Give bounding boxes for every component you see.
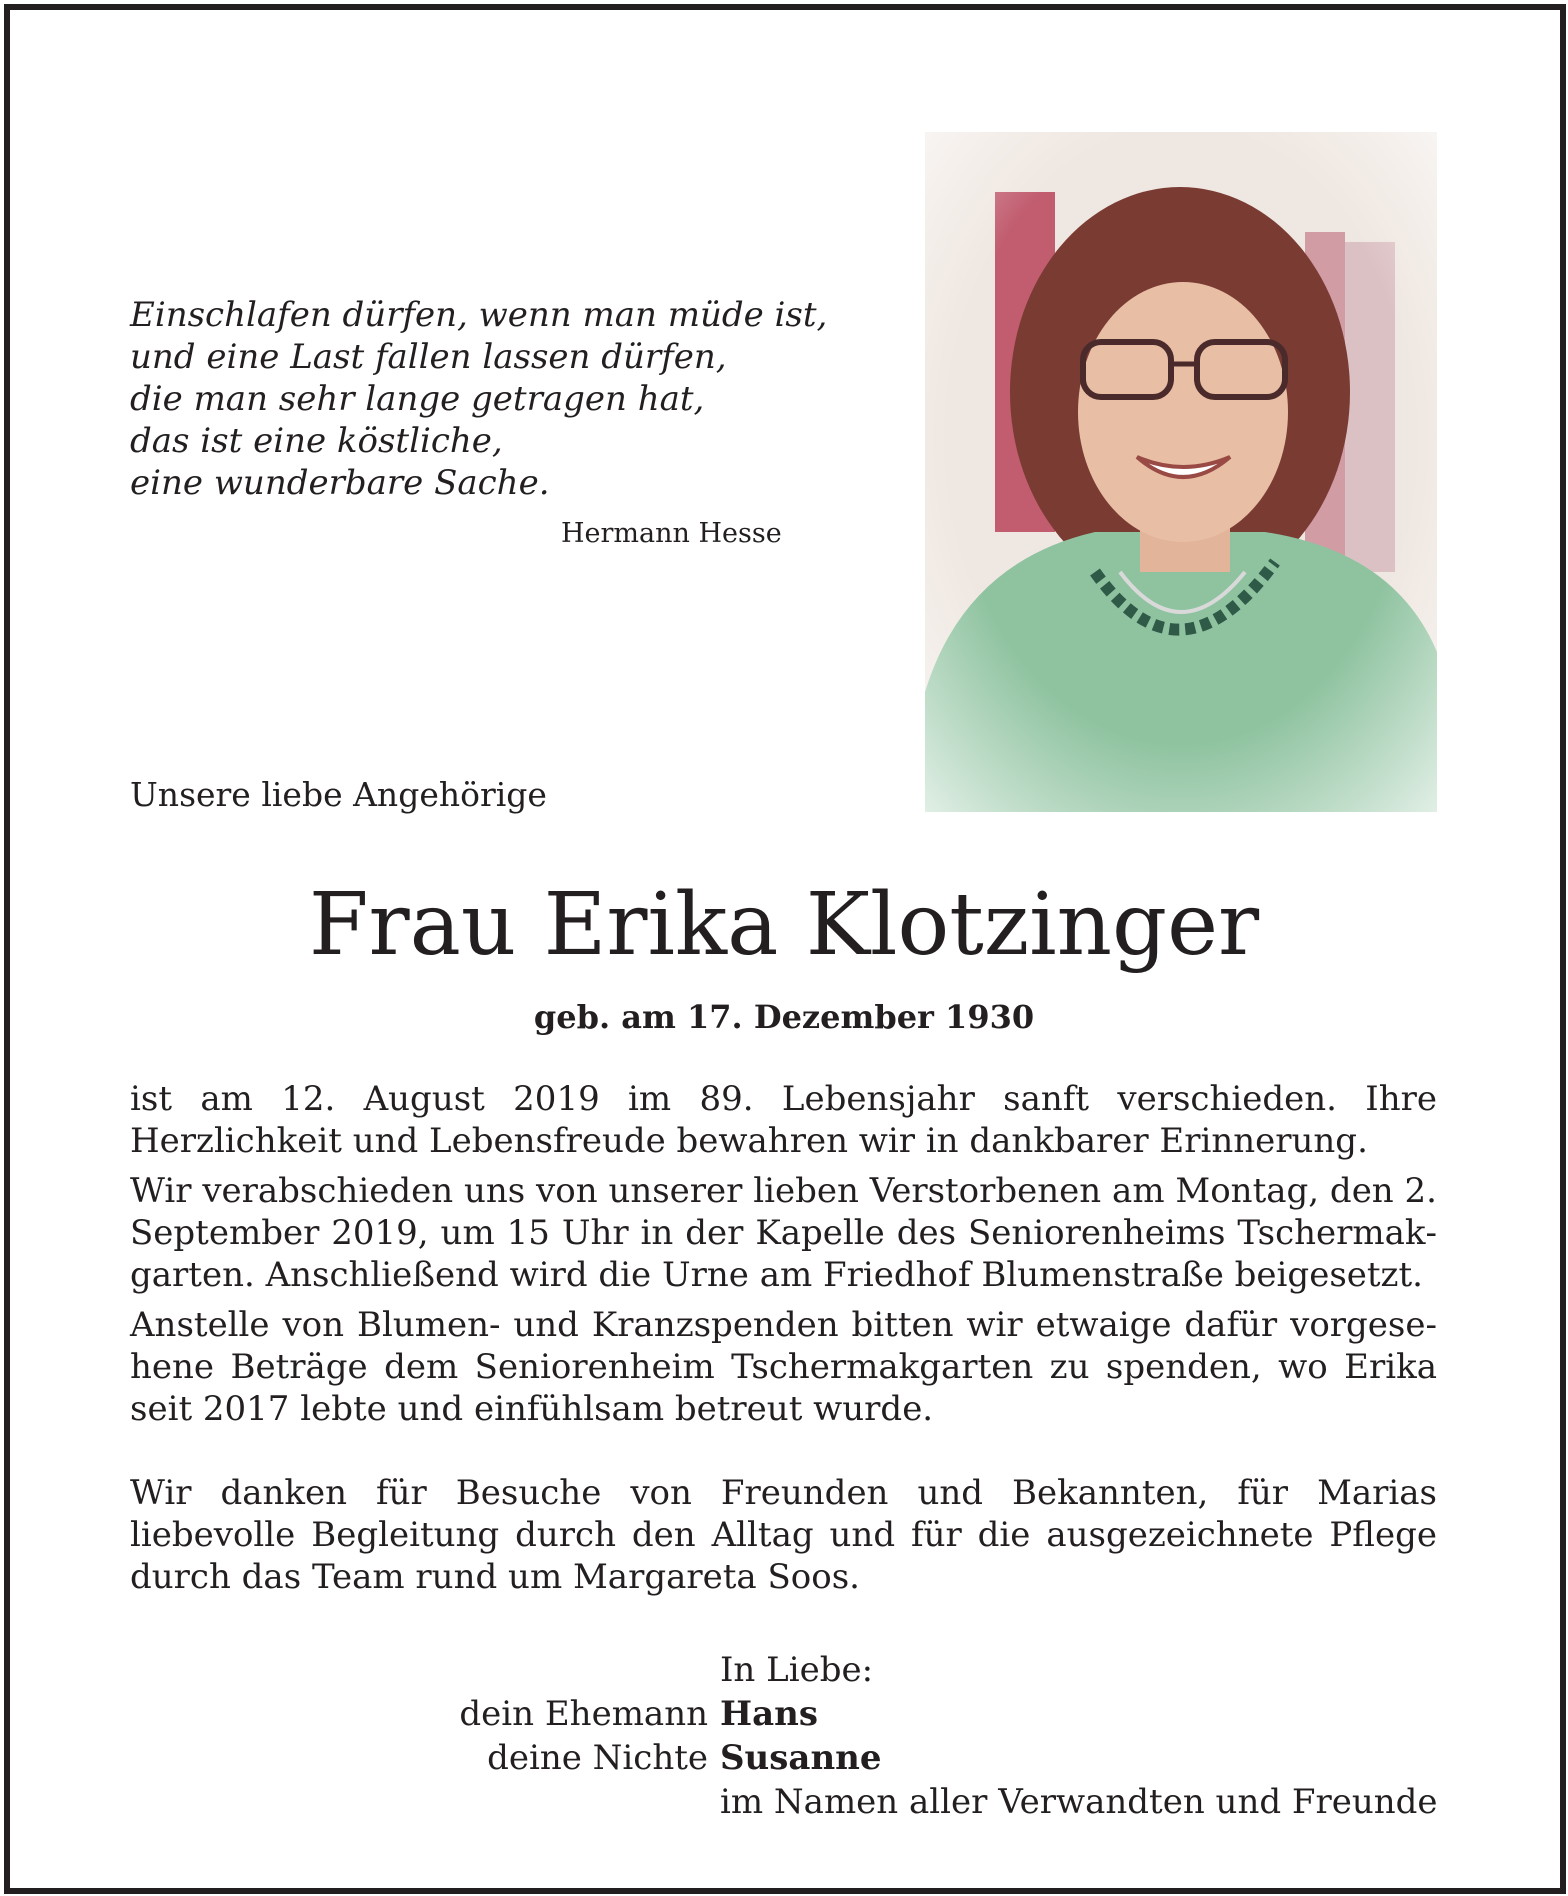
obituary-body xyxy=(130,1078,1437,1598)
signature-relation: dein Ehemann xyxy=(459,1694,708,1734)
quote-line: Einschlafen dürfen, wenn man müde ist, xyxy=(130,295,828,335)
deceased-name: Frau Erika Klotzinger xyxy=(308,875,1260,975)
intro-text: Unsere liebe Angehörige xyxy=(130,775,547,814)
portrait-photo xyxy=(925,132,1437,812)
signature-relation: deine Nichte xyxy=(487,1738,708,1778)
quote-line: das ist eine köstliche, xyxy=(130,421,503,461)
quote-line: die man sehr lange getragen hat, xyxy=(130,379,705,419)
portrait-photo-illustration xyxy=(925,132,1437,812)
signature-row xyxy=(0,1736,1568,1780)
paragraph: Wir danken für Besuche von Freunden und Bekannten, für Marias liebevolle Begleitung durch den Alltag und für die ausgezeichnete Pflege durch das Team rund um Margareta Soos. xyxy=(130,1473,1437,1597)
signature-block xyxy=(0,1648,1568,1824)
paragraph: Wir verabschieden uns von unserer lieben Verstorbenen am Montag, den 2. September 2019, um 15 Uhr in der Kapelle des Seniorenheims Tschermakgarten. Anschließend wird die Urne am Friedhof Blumenstraße beigesetzt. xyxy=(130,1171,1437,1295)
signature-row xyxy=(0,1692,1568,1736)
birth-date: geb. am 17. Dezember 1930 xyxy=(533,998,1035,1036)
signature-name: Hans xyxy=(720,1694,819,1734)
quote xyxy=(130,294,830,504)
quote-line: eine wunderbare Sache. xyxy=(130,463,550,503)
signature-name: Susanne xyxy=(720,1738,882,1778)
quote-author: Hermann Hesse xyxy=(561,518,782,549)
paragraph: ist am 12. August 2019 im 89. Lebensjahr sanft verschieden. Ihre Herzlichkeit und Lebensfreude bewahren wir in dankbarer Erinnerung. xyxy=(130,1079,1437,1161)
paragraph: Anstelle von Blumen- und Kranzspenden bitten wir etwaige dafür vorgesehene Beträge dem Seniorenheim Tschermakgarten zu spenden, wo Erika seit 2017 lebte und einfühlsam betreut wurde. xyxy=(130,1305,1437,1429)
signature-closing: im Namen aller Verwandten und Freunde xyxy=(720,1782,1438,1822)
signature-heading: In Liebe: xyxy=(720,1650,874,1690)
quote-line: und eine Last fallen lassen dürfen, xyxy=(130,337,727,377)
